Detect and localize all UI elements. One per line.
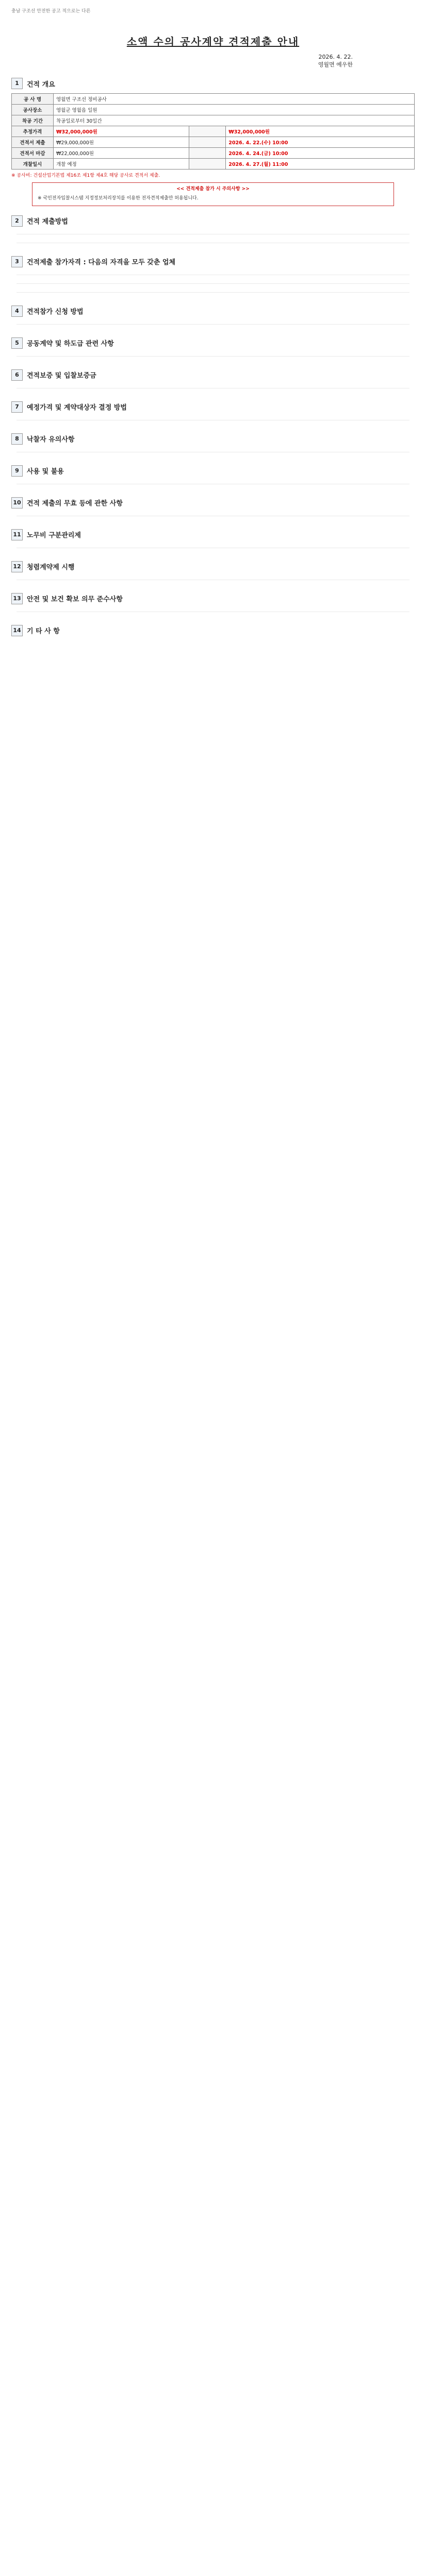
text-placeholder: [17, 385, 409, 392]
section-title: 사용 및 불용: [27, 468, 64, 476]
text-placeholder: [17, 608, 409, 616]
issuing-org: 영월면 예우한: [318, 61, 353, 68]
caution-box: [32, 182, 394, 206]
text-placeholder: [17, 417, 409, 424]
section-title: 견적 제출의 무효 등에 관한 사항: [27, 500, 123, 508]
section-header-7: [11, 401, 415, 413]
section-title: 견적 제출방법: [27, 218, 68, 226]
section-title: 노무비 구분관리제: [27, 532, 81, 540]
section-title: 기 타 사 항: [27, 628, 60, 636]
section-header-13: [11, 593, 415, 604]
section-header-14: [11, 625, 415, 636]
section-header-1: [11, 78, 415, 89]
section-title: 건적 개요: [27, 80, 55, 89]
section-header-11: [11, 529, 415, 540]
section-number: 10: [11, 497, 23, 509]
text-placeholder: [17, 240, 409, 247]
overview-note: ※ 공사비: 건설산업기본법 제16조 제1항 제4호 해당 공사로 견적서 제출.: [11, 173, 160, 178]
text-placeholder: [17, 321, 409, 328]
text-placeholder: [17, 545, 409, 552]
page-title: 소액 수의 공사계약 견적제출 안내: [126, 36, 300, 48]
text-placeholder: [17, 289, 409, 296]
text-placeholder: [17, 481, 409, 488]
section-number: 8: [11, 433, 23, 445]
text-placeholder: [17, 449, 409, 456]
text-placeholder: [17, 231, 409, 238]
table-row: 착공 기간 착공일로부터 30일간: [12, 115, 415, 126]
table-row: 견적서 제출 ₩29,000,000원 2026. 4. 22.(수) 10:00: [12, 137, 415, 148]
section-number: 1: [11, 78, 23, 89]
table-row: 공사장소 영월군 영월읍 일원: [12, 105, 415, 115]
section-header-10: [11, 497, 415, 509]
table-row: 개찰일시 개찰 예정 2026. 4. 27.(월) 11:00: [12, 159, 415, 170]
text-placeholder: [17, 577, 409, 584]
text-placeholder: [17, 513, 409, 520]
section-title: 견적보증 및 입찰보증금: [27, 372, 96, 380]
section-title: 공동계약 및 하도급 관련 사항: [27, 340, 114, 348]
remaining-body: [11, 640, 415, 2576]
section-number: 7: [11, 401, 23, 413]
section-title: 청렴계약제 시행: [27, 564, 75, 572]
section-number: 13: [11, 593, 23, 604]
section-title: 낙찰자 유의사항: [27, 436, 75, 444]
overview-table: [11, 93, 415, 170]
caution-text: ※ 국민전자입찰시스템 지정정보처리장치를 이용한 전자견적제출만 허용됩니다.: [38, 195, 199, 201]
text-placeholder: [17, 353, 409, 360]
section-number: 4: [11, 306, 23, 317]
section-number: 11: [11, 529, 23, 540]
section-number: 2: [11, 215, 23, 227]
section-number: 6: [11, 369, 23, 381]
header-note: 충남 구조선 안전한 공고 적으로는 다른: [11, 9, 91, 14]
section-number: 14: [11, 625, 23, 636]
section-number: 12: [11, 561, 23, 572]
section-title: 건적제출 참가자격 : 다음의 자격을 모두 갖춘 업체: [27, 259, 176, 267]
section-header-9: [11, 465, 415, 477]
section-number: 9: [11, 465, 23, 477]
section-title: 견적참가 신청 방법: [27, 308, 84, 316]
section-header-8: [11, 433, 415, 445]
table-row: 추정가격 ₩32,000,000원 ₩32,000,000원: [12, 126, 415, 137]
table-row: 공 사 명 영월면 구조선 정비공사: [12, 94, 415, 105]
notice-date: 2026. 4. 22.: [318, 54, 353, 60]
section-header-3: [11, 256, 415, 267]
table-row: 견적서 마감 ₩22,000,000원 2026. 4. 24.(금) 10:00: [12, 148, 415, 159]
text-placeholder: [17, 272, 409, 279]
text-placeholder: [17, 280, 409, 287]
section-title: 안전 및 보건 확보 의무 준수사항: [27, 596, 123, 604]
caution-title: << 견적제출 참가 시 주의사항 >>: [176, 187, 250, 192]
section-header-4: [11, 306, 415, 317]
section-number: 3: [11, 256, 23, 267]
section-header-2: [11, 215, 415, 227]
section-header-5: [11, 337, 415, 349]
section-number: 5: [11, 337, 23, 349]
section-header-6: [11, 369, 415, 381]
section-header-12: [11, 561, 415, 572]
section-title: 예정가격 및 계약대상자 결정 방법: [27, 404, 127, 412]
